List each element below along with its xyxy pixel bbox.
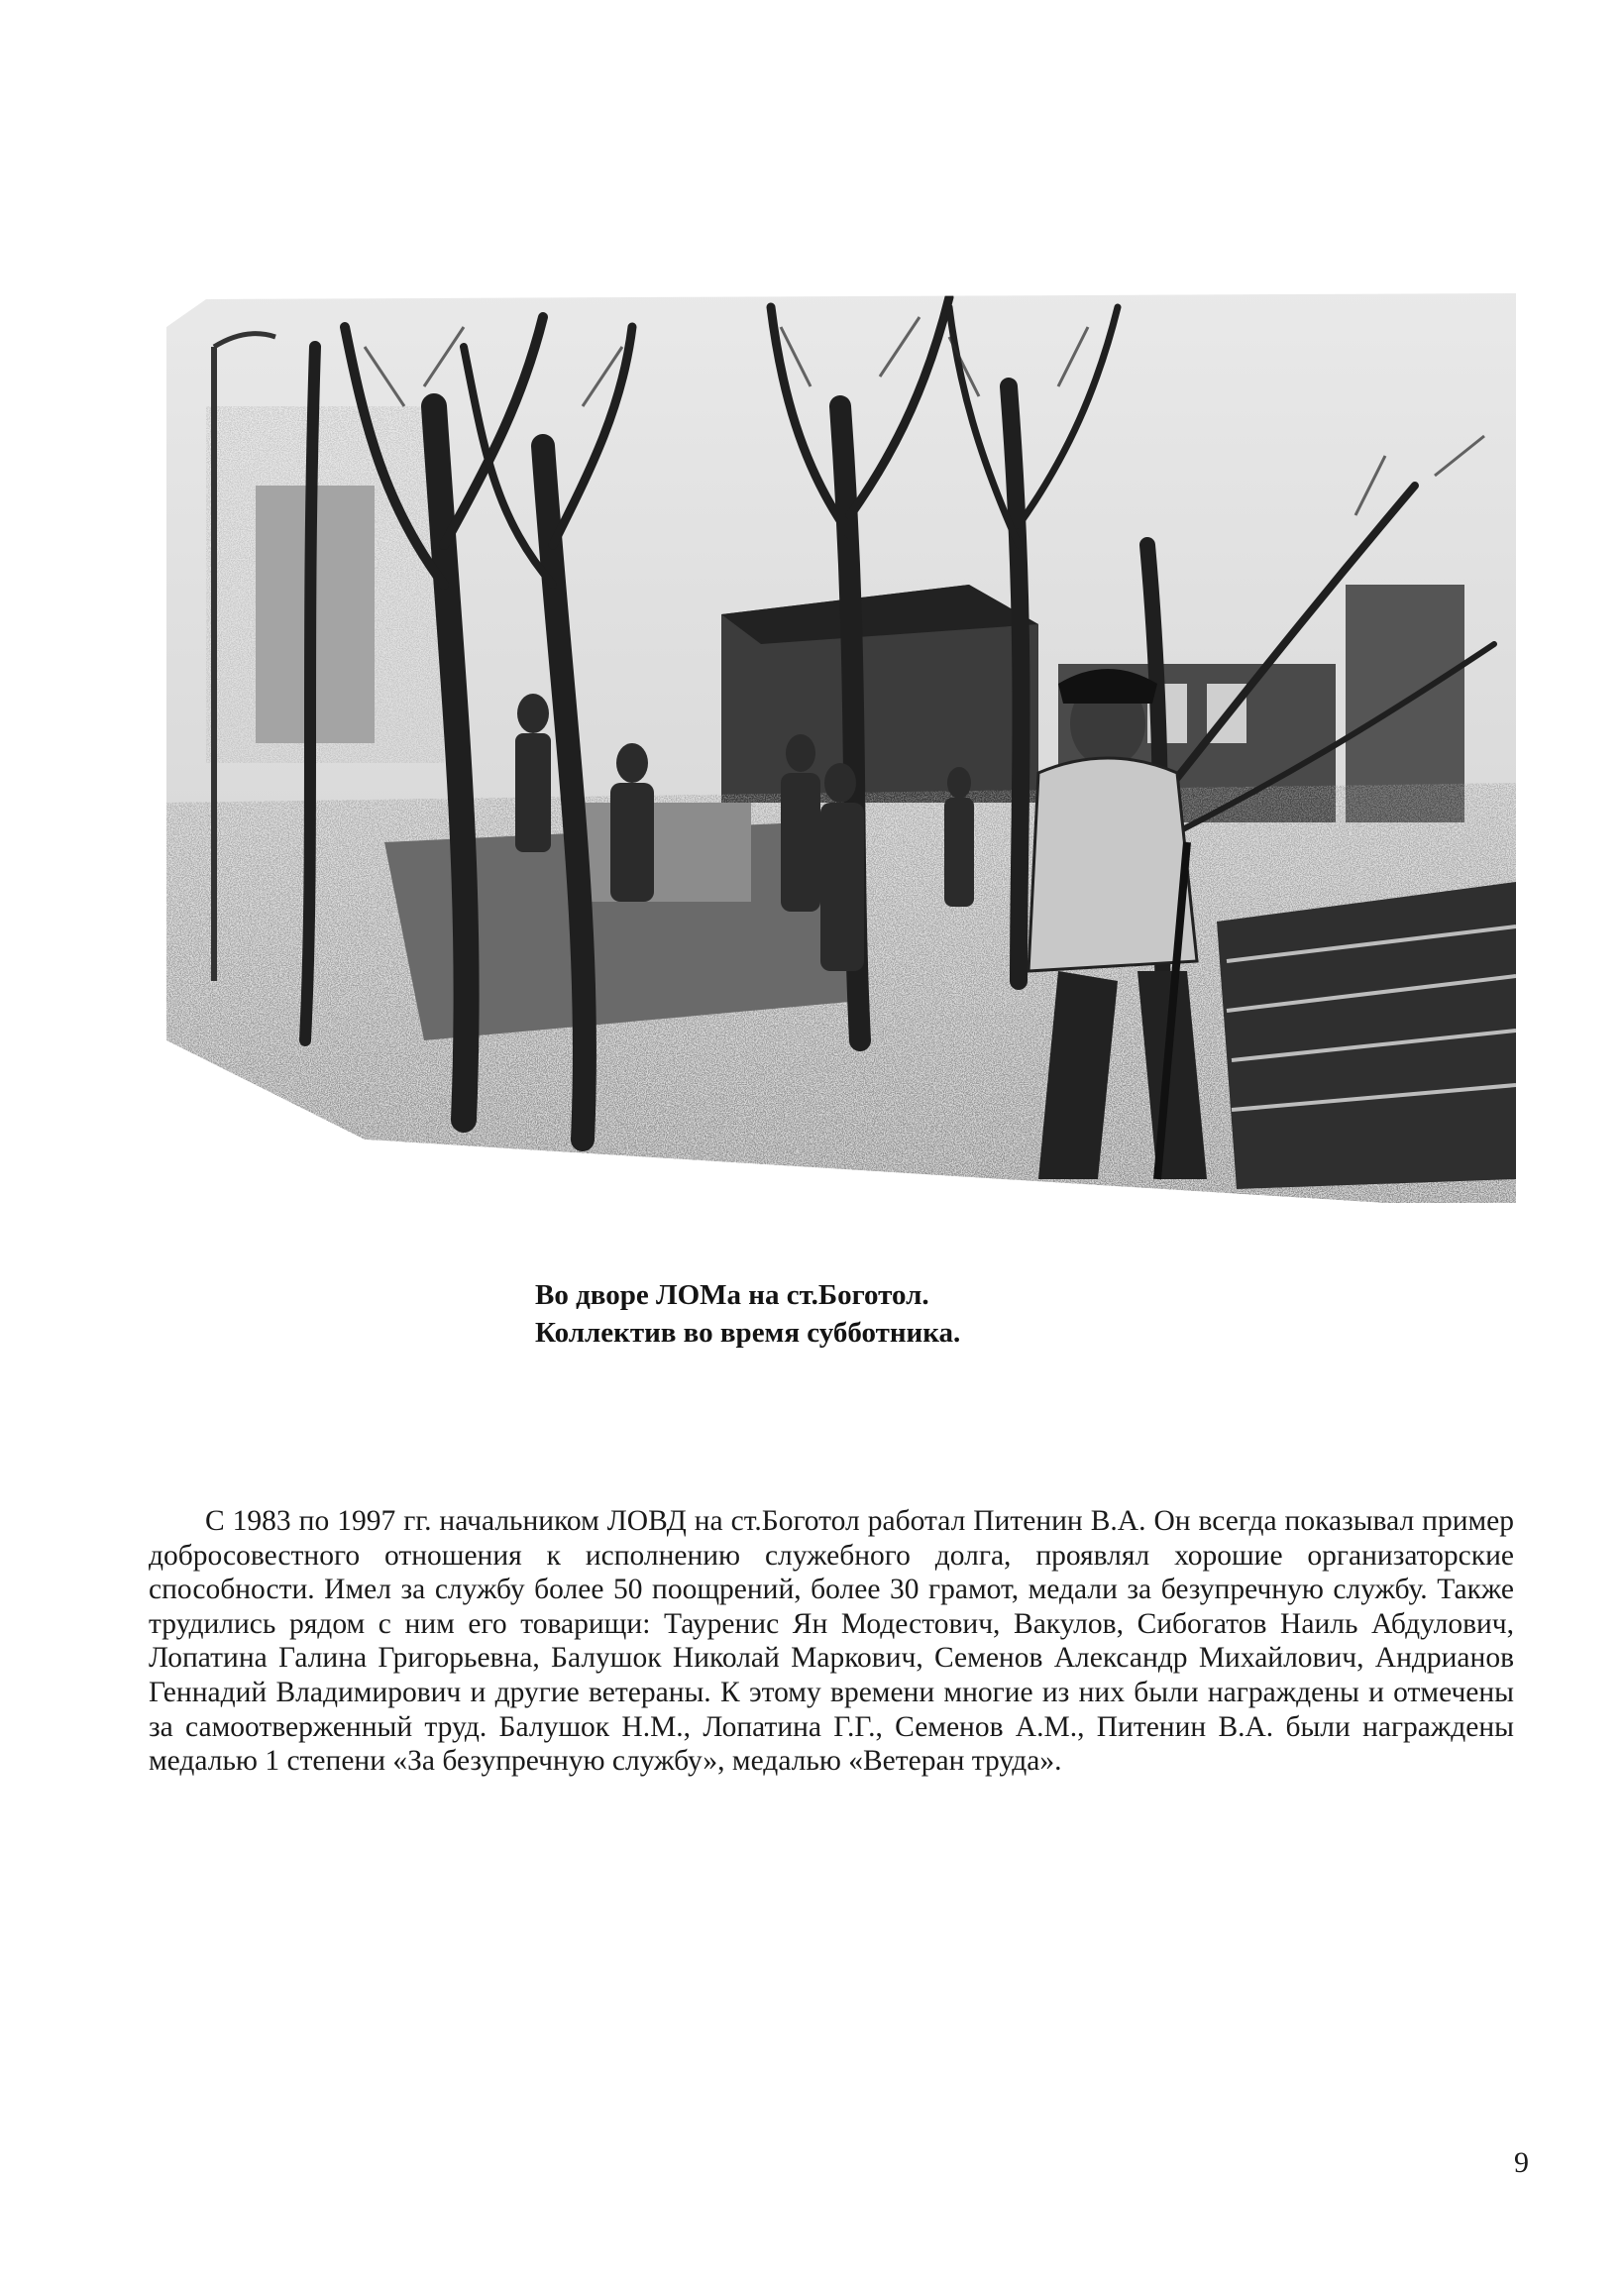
caption-line-1: Во дворе ЛОМа на ст.Боготол. xyxy=(535,1279,929,1311)
subbotnik-photo xyxy=(166,287,1516,1203)
photo-illustration xyxy=(166,287,1516,1203)
body-paragraph: С 1983 по 1997 гг. начальником ЛОВД на ст.Боготол работал Питенин В.А. Он всегда показывал пример добросовестного отношения к исполнению служебного долга, проявлял хорошие организаторские способности. Имел за службу более 50 поощрений, более 30 грамот, медали за безупречную службу. Также трудились рядом с ним его товарищи: Тауренис Ян Модестович, Вакулов, Сибогатов Наиль Абдулович, Лопатина Галина Григорьевна, Балушок Николай Маркович, Семенов Александр Михайлович, Андрианов Геннадий Владимирович и другие ветераны. К этому времени многие из них были награждены и отмечены за самоотверженный труд. Балушок Н.М., Лопатина Г.Г., Семенов А.М., Питенин В.А. были награждены медалью 1 степени «За безупречную службу», медалью «Ветеран труда». xyxy=(149,1505,1514,1778)
photo-caption xyxy=(535,1276,1229,1352)
page-number: 9 xyxy=(1514,2146,1529,2179)
caption-line-2: Коллектив во время субботника. xyxy=(535,1317,961,1349)
